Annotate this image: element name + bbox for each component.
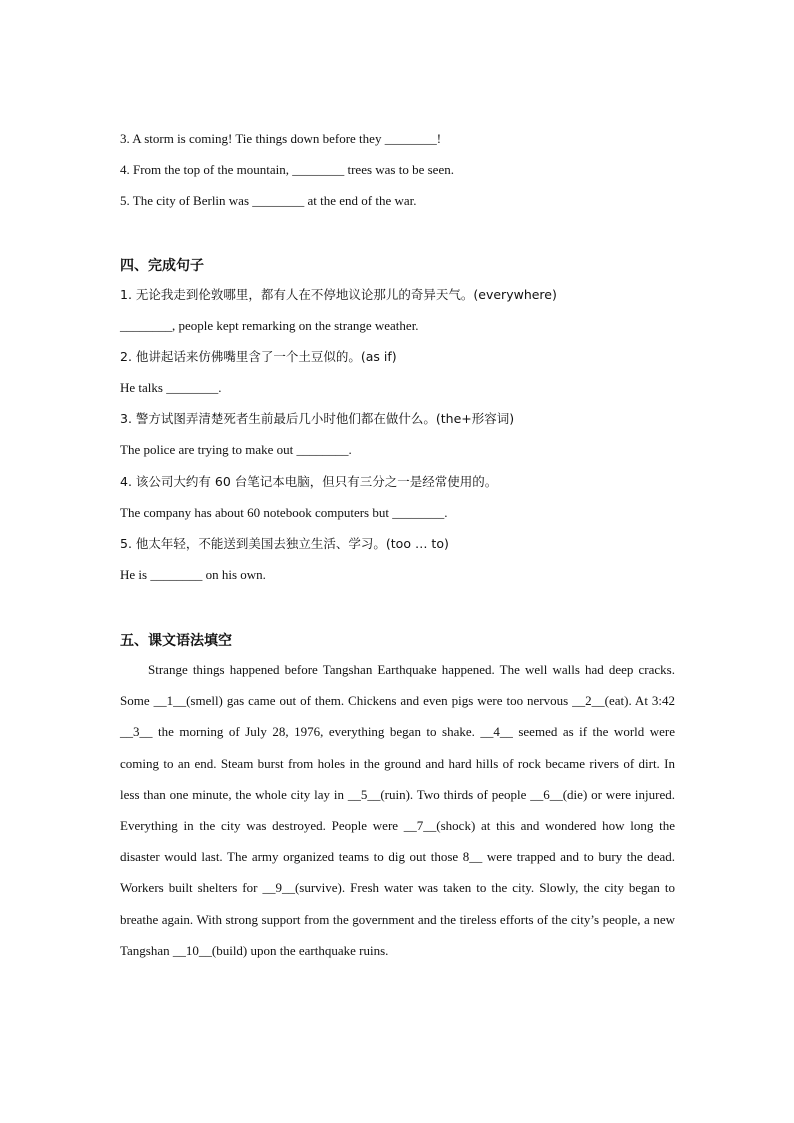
sentence-answer-4: The company has about 60 notebook computers but ________. [120, 505, 448, 520]
exercise-item-5: 5. The city of Berlin was ________ at the end of the war. [120, 193, 417, 208]
sentence-answer-1: ________, people kept remarking on the strange weather. [120, 318, 419, 333]
sentence-answer-5: He is ________ on his own. [120, 567, 266, 582]
exercise-item-4: 4. From the top of the mountain, ________ trees was to be seen. [120, 162, 454, 177]
sentence-prompt-5: 5. 他太年轻，不能送到美国去独立生活、学习。(too … to) [120, 536, 449, 551]
sentence-prompt-4: 4. 该公司大约有 60 台笔记本电脑，但只有三分之一是经常使用的。 [120, 474, 498, 489]
section-heading-complete-sentences: 四、完成句子 [120, 258, 204, 274]
sentence-answer-2: He talks ________. [120, 380, 222, 395]
sentence-prompt-3: 3. 警方试图弄清楚死者生前最后几小时他们都在做什么。(the+形容词) [120, 411, 515, 426]
sentence-answer-3: The police are trying to make out ________. [120, 442, 352, 457]
sentence-prompt-2: 2. 他讲起话来仿佛嘴里含了一个土豆似的。(as if) [120, 349, 397, 364]
sentence-prompt-1: 1. 无论我走到伦敦哪里，都有人在不停地议论那儿的奇异天气。(everywhere) [120, 287, 557, 302]
grammar-fill-passage: Strange things happened before Tangshan Earthquake happened. The well walls had deep cracks. Some __1__(smell) gas came out of them. Chickens and even pigs were too nervous __2__(eat). At 3:42 __3__ the morning of July 28, 1976, everything began to shake. __4__ seemed as if the world were coming to an end. Steam burst from holes in the ground and hard hills of rock became rivers of dirt. In less than one minute, the whole city lay in __5__(ruin). Two thirds of people __6__(die) or were injured. Everything in the city was destroyed. People were __7__(shock) at this and wondered how long the disaster would last. The army organized teams to dig out those 8__ were trapped and to bury the dead. Workers built shelters for __9__(survive). Fresh water was taken to the city. Slowly, the city began to breathe again. With strong support from the government and the tireless efforts of the city’s people, a new Tangshan __10__(build) upon the earthquake ruins. [120, 662, 675, 958]
exercise-item-3: 3. A storm is coming! Tie things down before they ________! [120, 131, 442, 146]
section-heading-grammar-fill: 五、课文语法填空 [120, 633, 232, 649]
